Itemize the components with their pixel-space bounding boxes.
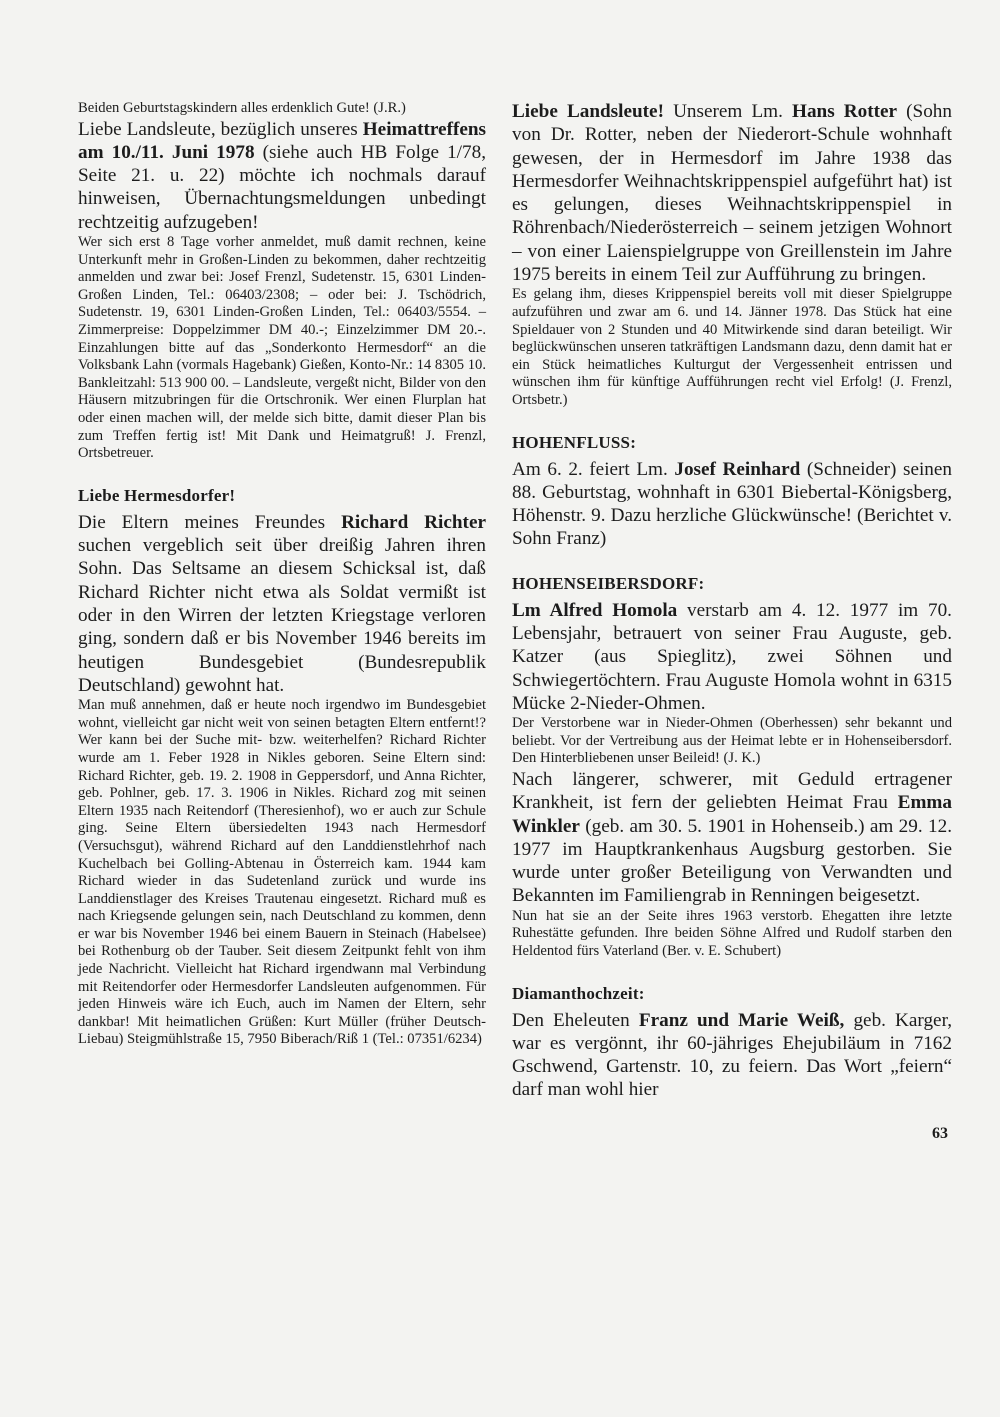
section-diamanthochzeit: [512, 1009, 952, 1102]
text: Nach längerer, schwerer, mit Geduld ertragener Krankheit, ist fern der geliebten Heimat Frau: [512, 768, 952, 814]
bold-text: Franz und Marie Weiß,: [638, 1009, 845, 1031]
section-richard-richter: [78, 511, 486, 1049]
text: Liebe Landsleute, bezüglich unseres: [78, 118, 363, 140]
paragraph: [512, 715, 952, 768]
page-number: 63: [932, 1124, 948, 1142]
heading-hohenseibersdorf: HOHENSEIBERSDORF:: [512, 573, 705, 593]
text: (Sohn von Dr. Rotter, neben der Niederort-Schule wohnhaft gewesen, der in Hermesdorf im Jahre 1938 das Hermesdorfer Weihnachtskrippenspiel aufgeführt hat) ist es gelungen, dieses Weihnachtskrippenspiel in Röhrenbach/Niederösterreich – seinem jetzigen Wohnort – von einer Laienspielgruppe von Greillenstein im Jahre 1975 bereits in einem Teil zur Aufführung zu bringen.: [512, 101, 952, 286]
text: Beiden Geburtstagskindern alles erdenklich Gute! (J.R.): [78, 100, 406, 116]
left-column: [78, 100, 486, 1049]
paragraph: [512, 599, 952, 715]
bold-text: Lm Alfred Homola: [512, 599, 678, 621]
text: (siehe auch HB Folge 1/78, Seite 21. u. 22) möchte ich nochmals darauf hinweisen, Übernachtungsmeldungen unbedingt rechtzeitig aufzugeben!: [78, 141, 486, 233]
paragraph: [512, 286, 952, 409]
heading-diamanthochzeit: Diamanthochzeit:: [512, 983, 645, 1003]
section-hohenseibersdorf: [512, 599, 952, 961]
paragraph: [512, 458, 952, 551]
text: Nun hat sie an der Seite ihres 1963 verstorb. Ehegatten ihre letzte Ruhestätte gefunden. Ihre beiden Söhne Alfred und Rudolf starben den Heldentod fürs Vaterland (Ber. v. E. Schubert): [512, 907, 952, 959]
right-column: [512, 100, 952, 1144]
bold-text: Emma Winkler: [512, 792, 952, 837]
text: Der Verstorbene war in Nieder-Ohmen (Oberhessen) sehr bekannt und beliebt. Vor der Vertreibung aus der Heimat lebte er in Hohenseibersdorf. Den Hinterbliebenen unser Beileid! (J. K.): [512, 715, 952, 767]
text: Am 6. 2. feiert Lm.: [512, 458, 675, 480]
paragraph: [78, 697, 486, 1049]
paragraph: [512, 768, 952, 908]
heading-liebe-hermesdorfer: Liebe Hermesdorfer!: [78, 485, 236, 505]
bold-text: Heimattreffens am 10./11. Juni 1978: [78, 118, 486, 163]
bold-text: Hans Rotter: [792, 101, 898, 122]
text: Man muß annehmen, daß er heute noch irgendwo im Bundesgebiet wohnt, vielleicht gar nicht weit von seinen betagten Eltern entfernt!? Wer kann bei der Suche mit- bzw. weiterhelfen? Richard Richter wurde am 1. Feber 1928 in Nikles geboren. Seine Eltern sind: Richard Richter, geb. 19. 2. 1908 in Geppersdorf, und Anna Richter, geb. Pohlner, geb. 17. 3. 1906 in Nikles. Richard zog mit seinen Eltern 1935 nach Reitendorf (Theresienhof), wo er auch zur Schule ging. Seine Eltern übersiedelten 1943 nach Hermesdorf (Versuchsgut), während Richard auf den Landdienstlehrhof nach Kuchelbach bei Golling-Abtenau in Österreich kam. 1944 kam Richard wieder in das Sudetenland zurück und wurde ins Landdienstlager des Kreises Trautenau eingesetzt. Richard muß es nach Kriegsende gelungen sein, nach Deutschland zu kommen, denn er war bis November 1946 bei einem Bauern in Steinach (Habelsee) bei Rothenburg ob der Tauber. Seit diesem Zeitpunkt fehlt von ihm jede Nachricht. Vielleicht hat Richard irgendwann mal Verbindung mit Reitendorfer oder Hermesdorfer Landsleuten aufgenommen. Für jeden Hinweis wäre ich Euch, auch im Namen der Eltern, sehr dankbar! Mit heimatlichen Grüßen: Kurt Müller (früher Deutsch-Liebau) Steigmühlstraße 15, 7950 Biberach/Riß 1 (Tel.: 07351/6234): [78, 697, 486, 1048]
paragraph: [512, 1009, 952, 1102]
text: Die Eltern meines Freundes: [78, 511, 342, 533]
text: Unserem Lm.: [663, 101, 793, 122]
text: Den Eheleuten: [512, 1009, 639, 1031]
text: geb. Karger, war es vergönnt, ihr 60-jähriges Ehejubiläum in 7162 Gschwend, Gartenstr. 10, zu feiern. Das Wort „feiern“ darf man wohl hier: [512, 1009, 952, 1101]
paragraph: [78, 118, 486, 234]
paragraph: [78, 511, 486, 697]
section-hans-rotter: [512, 100, 952, 410]
section-heimattreffen: [78, 100, 486, 463]
heading-hohenfluss: HOHENFLUSS:: [512, 432, 637, 452]
text: Wer sich erst 8 Tage vorher anmeldet, muß damit rechnen, keine Unterkunft mehr in Großen-Linden zu bekommen, daher rechtzeitig anmelden und zwar bei: Josef Frenzl, Sudetenstr. 15, 6301 Linden-Großen Linden, Tel.: 06403/2308; – oder bei: J. Tschödrich, Sudetenstr. 19, 6301 Linden-Großen Linden, Tel.: 06403/5554. – Zimmerpreise: Doppelzimmer DM 40.-; Einzelzimmer DM 20.-. Einzahlungen bitte auf das „Sonderkonto Hermesdorf“ an die Volksbank Lahn (vormals Hagebank) Gießen, Konto-Nr.: 14 8305 10. Bankleitzahl: 513 900 00. – Landsleute, vergeßt nicht, Bilder von den Häusern mitzubringen für die Ortschronik. Wer einen Flurplan hat oder einen machen will, der melde sich bitte, damit dieser Plan bis zum Treffen fertig ist! Mit Dank und Heimatgruß! J. Frenzl, Ortsbetreuer.: [78, 234, 486, 462]
text: (Schneider) seinen 88. Geburtstag, wohnhaft in 6301 Biebertal-Königsberg, Höhenstr. 9. Dazu herzliche Glückwünsche! (Berichtet v. Sohn Franz): [512, 458, 952, 550]
paragraph: [512, 100, 952, 286]
bold-text: Richard Richter: [341, 511, 486, 533]
bold-text: Josef Reinhard: [674, 458, 801, 480]
text: suchen vergeblich seit über dreißig Jahren ihren Sohn. Das Seltsame an diesem Schicksal ist, daß Richard Richter nicht etwa als Soldat vermißt ist oder in den Wirren der letzten Kriegstage verloren ging, sondern daß er bis November 1946 bereits im heutigen Bundesgebiet (Bundesrepublik Deutschland) gewohnt hat.: [78, 535, 486, 696]
paragraph: [512, 908, 952, 961]
paragraph: [78, 100, 486, 118]
section-hohenfluss: [512, 458, 952, 551]
bold-text: Liebe Landsleute!: [512, 101, 664, 122]
text: Es gelang ihm, dieses Krippenspiel bereits voll mit dieser Spielgruppe aufzuführen und zwar am 6. und 14. Jänner 1978. Das Stück hat eine Spieldauer von 2 Stunden und 40 Mitwirkende sind daran beteiligt. Wir beglückwünschen unseren tatkräftigen Landsmann dazu, denn damit hat er ein Stück heimatliches Kulturgut der Vergessenheit entrissen und wünschen ihm für künftige Aufführungen recht viel Erfolg! (J. Frenzl, Ortsbetr.): [512, 286, 952, 408]
text: verstarb am 4. 12. 1977 im 70. Lebensjahr, betrauert von seiner Frau Auguste, geb. Katzer (aus Spieglitz), zwei Söhnen und Schwiegertöchtern. Frau Auguste Homola wohnt in 6315 Mücke 2-Nieder-Ohmen.: [512, 599, 952, 714]
paragraph: [78, 234, 486, 463]
text: (geb. am 30. 5. 1901 in Hohenseib.) am 29. 12. 1977 im Hauptkrankenhaus Augsburg gestorben. Sie wurde unter großer Beteiligung von Verwandten und Bekannten im Familiengrab in Renningen beigesetzt.: [512, 815, 952, 907]
